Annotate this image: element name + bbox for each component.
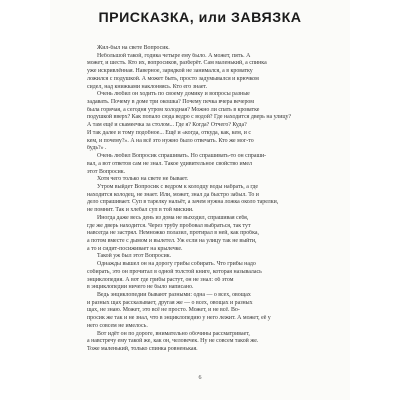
text-line: Очень любил Вопросик спрашивать. Но спрашивать-то он спраши- — [97, 153, 267, 160]
text-line: и разных щах рассказывает, другая же — о всех, овощах и разных — [87, 299, 253, 306]
text-line: Тоже маленький, только спинка ровненькая. — [87, 346, 198, 353]
text-line: щах, не знаю. Может, это всё не просто. Может, и не всё. Во- — [87, 307, 240, 314]
chapter-title: ПРИСКАЗКА, или ЗАВЯЗКА — [98, 10, 302, 26]
text-line: просик же так и не знал, что в энциклопедию у него лежит. А может, её у — [87, 315, 271, 322]
text-line: этот Вопросик. — [87, 168, 126, 175]
text-line: Жил-был на свете Вопросик. — [97, 45, 170, 51]
text-line: ложился с подушкой. А может быть, просто задумывался и крючком — [87, 75, 259, 82]
text-line: кем, и почему?». А на всё это нужно было отвечать. Кто же мог-то — [87, 137, 254, 144]
text-line: а потом вместе с дымом и вылетел. Уж если на улицу так не выйти, — [87, 237, 257, 244]
text-line: А там ещё и скамеечка за столом... Где я? Когда? Отчего? Куда? — [87, 122, 247, 129]
chapter-text — [87, 45, 313, 354]
text-line: может, и шесть. Кто их, вопросиков, разберёт. Сам маленький, а спинка — [87, 60, 267, 67]
text-line: уже искривлённая. Наверное, зарядкой не занимался, а в кроватку — [87, 68, 253, 75]
text-line: будь?» . — [87, 145, 107, 152]
text-line: навсегда не застрял. Немножко полазил, протирал в ней, как пробка, — [87, 230, 259, 237]
text-line: Вот идёт он по дороге, внимательно обочины рассматривает, — [97, 330, 250, 337]
text-line: Очень любил он ходить по своему домику и вопросы разные — [97, 91, 250, 98]
text-line: вал, а вот ответов сам не знал. Такое удивительное свойство имел — [87, 160, 252, 167]
page-number: 6 — [198, 375, 202, 381]
text-line: Иногда даже весь день из дома не выходил, спрашивая себя, — [97, 214, 249, 221]
text-line: не помнит. Так и хлебал суп в той мискии. — [87, 207, 194, 214]
text-line: Такой уж был этот Вопросик. — [97, 253, 172, 260]
text-line: дело спрашивает. Суп в тарелку нальёт, а зачем нужна ложка около тарелки, — [87, 199, 279, 206]
text-line: находится колодец, не знает. Или, может, знал да быстро забыл. То и — [87, 191, 259, 198]
text-line: Небольшой такой, годика четыре ему было. А может, пять. А — [97, 52, 251, 59]
text-line: Ведь энциклопедии бывают разными: одна — о всех, овощах — [97, 292, 251, 298]
text-line: И так далее и тому подобное... Ещё и «когда, откуда, как, кем, и с — [87, 129, 252, 136]
text-line: в энциклопедии ничего не было написано. — [87, 284, 194, 291]
text-line: где же дверь находится. Через трубу пробовал выбраться, так тут — [87, 222, 251, 229]
text-line: задавать. Почему в доме три окошка? Почему печка вчера вечером — [87, 99, 254, 106]
text-line: Хотя чего только на свете не бывает. — [97, 176, 189, 183]
text-line: энциклопедия. А вот где грибы растут, он не знал: об этом — [87, 276, 234, 283]
text-line: Утром выйдет Вопросик с ведром к колодцу воды набрать, а где — [97, 183, 259, 190]
text-line: а то и сидит-посиживает на крылечке. — [87, 245, 183, 252]
text-line: а навстречу ему такой же, как он, человечек. Ну не совсем такой же. — [87, 338, 259, 345]
text-line: Однажды вышел он на дорогу грибы собирать. Что грибы надо — [97, 261, 256, 268]
text-line: собирать, это он прочитал в одной толстой книге, которая называлась — [87, 268, 262, 275]
text-line: подушкой вверх? Как попало сюда ведро с водой? Где находится дверь на улицу? — [87, 114, 292, 121]
text-line: была горячая, а сегодня утром холодная? Можно ли спать в кроватке — [87, 106, 260, 113]
text-line: сидел, над книжками наклоняясь. Кто его знает. — [87, 83, 208, 90]
text-line: него совсем не имелось. — [87, 322, 148, 329]
